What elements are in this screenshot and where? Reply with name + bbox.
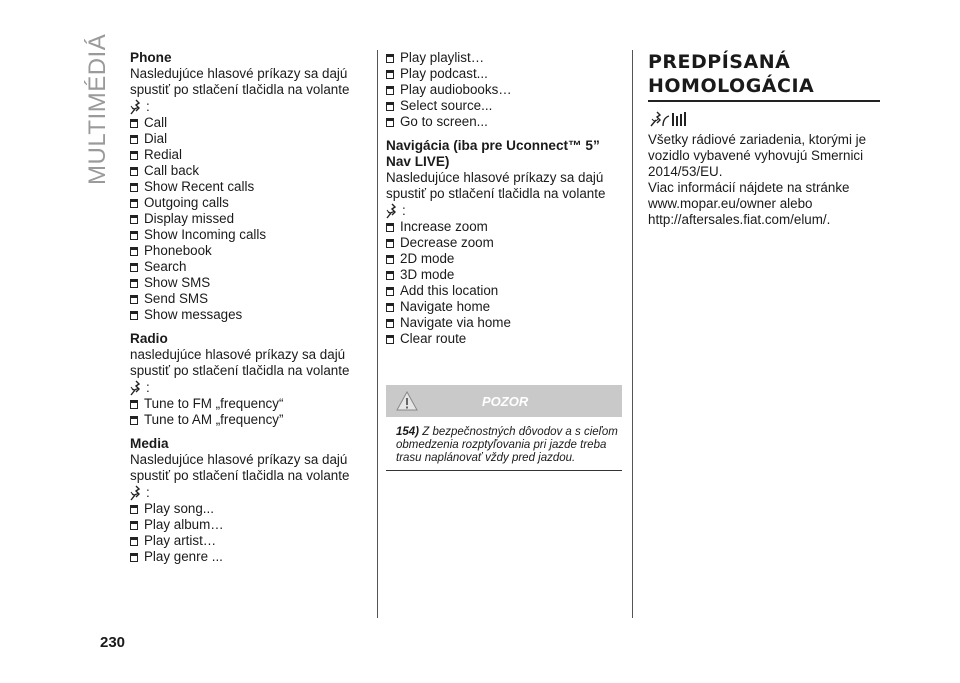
checkbox-bullet-icon (386, 271, 394, 280)
list-item: Show SMS (130, 275, 355, 291)
checkbox-bullet-icon (130, 183, 138, 192)
checkbox-bullet-icon (130, 295, 138, 304)
list-item: Clear route (386, 331, 622, 347)
list-item: Add this location (386, 283, 622, 299)
voice-command-icon (386, 202, 400, 219)
colon: : (402, 203, 406, 218)
phone-heading: Phone (130, 50, 172, 65)
column-1 (130, 50, 355, 565)
checkbox-bullet-icon (386, 335, 394, 344)
list-item: Search (130, 259, 355, 275)
checkbox-bullet-icon (130, 311, 138, 320)
checkbox-bullet-icon (130, 279, 138, 288)
checkbox-bullet-icon (130, 553, 138, 562)
checkbox-bullet-icon (386, 303, 394, 312)
warning-body (386, 421, 622, 471)
media-voice-line (130, 484, 355, 501)
checkbox-bullet-icon (130, 151, 138, 160)
list-item: 3D mode (386, 267, 622, 283)
media-heading: Media (130, 436, 169, 451)
checkbox-bullet-icon (386, 223, 394, 232)
list-item: Call back (130, 163, 355, 179)
title-underline (648, 100, 880, 102)
checkbox-bullet-icon (386, 70, 394, 79)
checkbox-bullet-icon (386, 102, 394, 111)
list-item: Play song... (130, 501, 355, 517)
list-item: Play genre ... (130, 549, 355, 565)
list-item: Play album… (130, 517, 355, 533)
list-item: Call (130, 115, 355, 131)
media-command-list-continued (386, 50, 622, 130)
list-item: Tune to FM „frequency“ (130, 396, 355, 412)
list-item: Increase zoom (386, 219, 622, 235)
list-item: Tune to AM „frequency” (130, 412, 355, 428)
voice-command-icon (130, 484, 144, 501)
warning-title: POZOR (482, 394, 529, 409)
section-title-line-1: PREDPÍSANÁ (648, 51, 791, 73)
list-item: Go to screen... (386, 114, 622, 130)
list-item: Decrease zoom (386, 235, 622, 251)
list-item: Play podcast... (386, 66, 622, 82)
checkbox-bullet-icon (386, 54, 394, 63)
navigation-voice-line (386, 202, 622, 219)
list-item: Select source... (386, 98, 622, 114)
voice-command-icon (130, 379, 144, 396)
checkbox-bullet-icon (130, 263, 138, 272)
colon: : (146, 380, 150, 395)
column-divider (377, 50, 378, 618)
checkbox-bullet-icon (130, 521, 138, 530)
section-title-line-2: HOMOLOGÁCIA (648, 75, 815, 97)
navigation-command-list (386, 219, 622, 347)
list-item: Navigate via home (386, 315, 622, 331)
list-item: 2D mode (386, 251, 622, 267)
approval-paragraph: Všetky rádiové zariadenia, ktorými je vozidlo vybavené vyhovujú Smernici 2014/53/EU. (648, 132, 867, 179)
checkbox-bullet-icon (130, 537, 138, 546)
column-divider (632, 50, 633, 618)
radio-voice-line (130, 379, 355, 396)
warning-triangle-icon (396, 390, 418, 412)
checkbox-bullet-icon (130, 505, 138, 514)
checkbox-bullet-icon (130, 247, 138, 256)
list-item: Outgoing calls (130, 195, 355, 211)
list-item: Navigate home (386, 299, 622, 315)
checkbox-bullet-icon (386, 319, 394, 328)
checkbox-bullet-icon (130, 199, 138, 208)
checkbox-bullet-icon (130, 119, 138, 128)
warning-header (386, 385, 622, 417)
checkbox-bullet-icon (386, 287, 394, 296)
phone-voice-line (130, 98, 355, 115)
list-item: Show Recent calls (130, 179, 355, 195)
list-item: Send SMS (130, 291, 355, 307)
list-item: Phonebook (130, 243, 355, 259)
checkbox-bullet-icon (386, 86, 394, 95)
list-item: Play artist… (130, 533, 355, 549)
column-2 (386, 50, 622, 347)
checkbox-bullet-icon (130, 416, 138, 425)
list-item: Display missed (130, 211, 355, 227)
radio-intro: nasledujúce hlasové príkazy sa dajú spustiť po stlačení tlačidla na volante (130, 347, 350, 378)
voice-command-icon (130, 98, 144, 115)
checkbox-bullet-icon (386, 239, 394, 248)
warning-reference: 154) (396, 426, 420, 438)
colon: : (146, 99, 150, 114)
column-3 (648, 50, 880, 228)
checkbox-bullet-icon (130, 167, 138, 176)
navigation-intro: Nasledujúce hlasové príkazy sa dajú spustiť po stlačení tlačidla na volante (386, 170, 606, 201)
more-info-paragraph: Viac informácií nájdete na stránke www.mopar.eu/owner alebo http://aftersales.fiat.com/elum/. (648, 180, 850, 227)
checkbox-bullet-icon (130, 231, 138, 240)
list-item: Dial (130, 131, 355, 147)
media-command-list (130, 501, 355, 565)
list-item: Redial (130, 147, 355, 163)
radio-approval-icon (648, 110, 696, 128)
list-item: Play playlist… (386, 50, 622, 66)
radio-command-list (130, 396, 355, 428)
list-item: Play audiobooks… (386, 82, 622, 98)
colon: : (146, 485, 150, 500)
checkbox-bullet-icon (386, 255, 394, 264)
checkbox-bullet-icon (130, 400, 138, 409)
checkbox-bullet-icon (130, 215, 138, 224)
media-intro: Nasledujúce hlasové príkazy sa dajú spustiť po stlačení tlačidla na volante (130, 452, 350, 483)
navigation-heading: Navigácia (iba pre Uconnect™ 5” Nav LIVE) (386, 138, 600, 169)
radio-heading: Radio (130, 331, 168, 346)
list-item: Show Incoming calls (130, 227, 355, 243)
checkbox-bullet-icon (386, 118, 394, 127)
page-number: 230 (100, 634, 126, 651)
list-item: Show messages (130, 307, 355, 323)
checkbox-bullet-icon (130, 135, 138, 144)
warning-text: Z bezpečnostných dôvodov a s cieľom obmedzenia rozptyľovania pri jazde treba trasu naplánovať vždy pred jazdou. (396, 426, 618, 464)
phone-intro: Nasledujúce hlasové príkazy sa dajú spustiť po stlačení tlačidla na volante (130, 66, 350, 97)
phone-command-list (130, 115, 355, 323)
chapter-side-title: MULTIMÉDIÁ (84, 33, 111, 185)
